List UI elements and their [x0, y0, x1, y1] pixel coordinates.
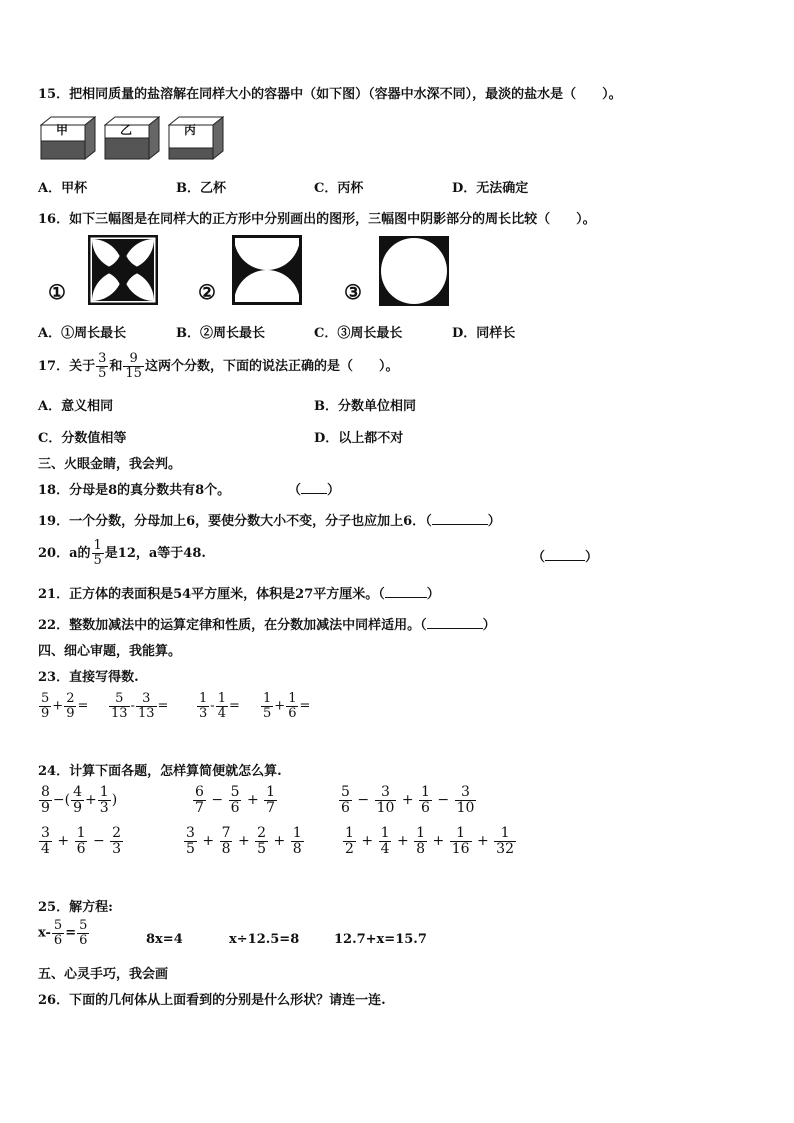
section-heading: 三、火眼金睛，我会判。	[38, 457, 182, 472]
q23-title: 23．直接写得数.	[38, 670, 139, 685]
fraction: $\frac{1}{5}$	[93, 538, 102, 568]
q25-equation: 8x=4	[146, 932, 183, 947]
q26-text: 26．下面的几何体从上面看到的分别是什么形状？请连一连.	[38, 993, 386, 1008]
q16-text: 16．如下三幅图是在同样大的正方形中分别画出的图形，三幅图中阴影部分的周长比较（ ）。	[38, 212, 596, 227]
q18-text: 18．分母是8的真分数共有8个。	[38, 483, 231, 498]
section-heading: 五、心灵手巧，我会画	[38, 967, 169, 982]
section-heading: 四、细心审题，我能算。	[38, 644, 182, 659]
q24-expression: $\frac{5}{6}$ − $\frac{3}{10}$ + $\frac{1}{6}$ − $\frac{3}{10}$	[341, 784, 475, 816]
q23-item: $\frac{1}{5}$ + $\frac{1}{6}$ =	[263, 691, 311, 721]
q21-answer-blank[interactable]: （ ）	[378, 587, 440, 602]
q23-item: $\frac{5}{9}$ + $\frac{2}{9}$ =	[41, 691, 89, 721]
q25-equation: x÷12.5=8	[229, 932, 300, 947]
q25-equation: x- $\frac{5}{6}$ = $\frac{5}{6}$	[38, 918, 88, 948]
q17-option-a[interactable]: A．意义相同	[38, 399, 114, 414]
q17-option-d[interactable]: D．以上都不对	[314, 431, 404, 446]
q24-expression: $\frac{3}{5}$ + $\frac{7}{8}$ + $\frac{2}{5}$ + $\frac{1}{8}$	[186, 825, 302, 857]
q18-answer-blank[interactable]: （ ）	[288, 483, 341, 498]
q22-text: 22．整数加减法中的运算定律和性质，在分数加减法中同样适用。（ ）	[38, 618, 496, 633]
q24-expression: $\frac{6}{7}$ − $\frac{5}{6}$ + $\frac{1}{7}$	[195, 784, 276, 816]
q15-option-b[interactable]: B．乙杯	[176, 181, 226, 196]
q24-expression: $\frac{3}{4}$ + $\frac{1}{6}$ − $\frac{2}{3}$	[41, 825, 122, 857]
q17-option-c[interactable]: C．分数值相等	[38, 431, 127, 446]
q16-option-a[interactable]: A．①周长最长	[38, 326, 127, 341]
cup-label: 丙	[184, 123, 197, 137]
q20-text: 20．a的 $\frac{1}{5}$ 是12，a等于48.	[38, 538, 206, 568]
q24-expression: $\frac{1}{2}$ + $\frac{1}{4}$ + $\frac{1}{8}$ + $\frac{1}{16}$ + $\frac{1}{32}$	[345, 825, 514, 857]
figure-1-star	[88, 235, 158, 305]
q25-equation: 12.7+x=15.7	[334, 932, 427, 947]
figure-3-circle	[378, 235, 450, 307]
q23-item: $\frac{1}{3}$ - $\frac{1}{4}$ =	[199, 691, 240, 721]
q16-option-d[interactable]: D．同样长	[452, 326, 516, 341]
q20-answer-blank[interactable]: （ ）	[532, 550, 599, 565]
q24-expression: $\frac{8}{9}$ −( $\frac{4}{9}$ + $\frac{1}{3}$ )	[41, 784, 118, 816]
cup-label: 甲	[56, 123, 69, 137]
cup-label: 乙	[120, 123, 133, 137]
q21-text: 21．正方体的表面积是54平方厘米，体积是27平方厘米。（ ）	[38, 587, 440, 602]
q17-option-b[interactable]: B．分数单位相同	[314, 399, 416, 414]
fraction: $\frac{3}{5}$	[98, 351, 107, 381]
figure-label-1: ①	[48, 280, 66, 304]
q25-title: 25．解方程:	[38, 900, 113, 915]
q24-title: 24．计算下面各题，怎样算简便就怎么算.	[38, 764, 282, 779]
q23-item: $\frac{5}{13}$ - $\frac{3}{13}$ =	[111, 691, 169, 721]
q15-option-a[interactable]: A．甲杯	[38, 181, 88, 196]
q16-option-c[interactable]: C．③周长最长	[314, 326, 403, 341]
figure-label-2: ②	[198, 280, 216, 304]
q22-answer-blank[interactable]: （ ）	[420, 618, 496, 633]
q17-text: 17．关于 $\frac{3}{5}$ 和 $\frac{9}{15}$ 这两个分数，下面的说法正确的是（ ）。	[38, 351, 399, 381]
q15-option-c[interactable]: C．丙杯	[314, 181, 364, 196]
q15-option-d[interactable]: D．无法确定	[452, 181, 529, 196]
q16-option-b[interactable]: B．②周长最长	[176, 326, 265, 341]
q15-text: 15．把相同质量的盐溶解在同样大小的容器中（如下图）（容器中水深不同），最淡的盐水是（ ）。	[38, 87, 622, 102]
figure-label-3: ③	[344, 280, 362, 304]
q19-answer-blank[interactable]: （ ）	[425, 514, 501, 529]
figure-2-semicircles	[232, 235, 302, 305]
fraction: $\frac{9}{15}$	[125, 351, 142, 381]
q19-text: 19．一个分数，分母加上6，要使分数大小不变，分子也应加上6．（ ）	[38, 514, 501, 529]
